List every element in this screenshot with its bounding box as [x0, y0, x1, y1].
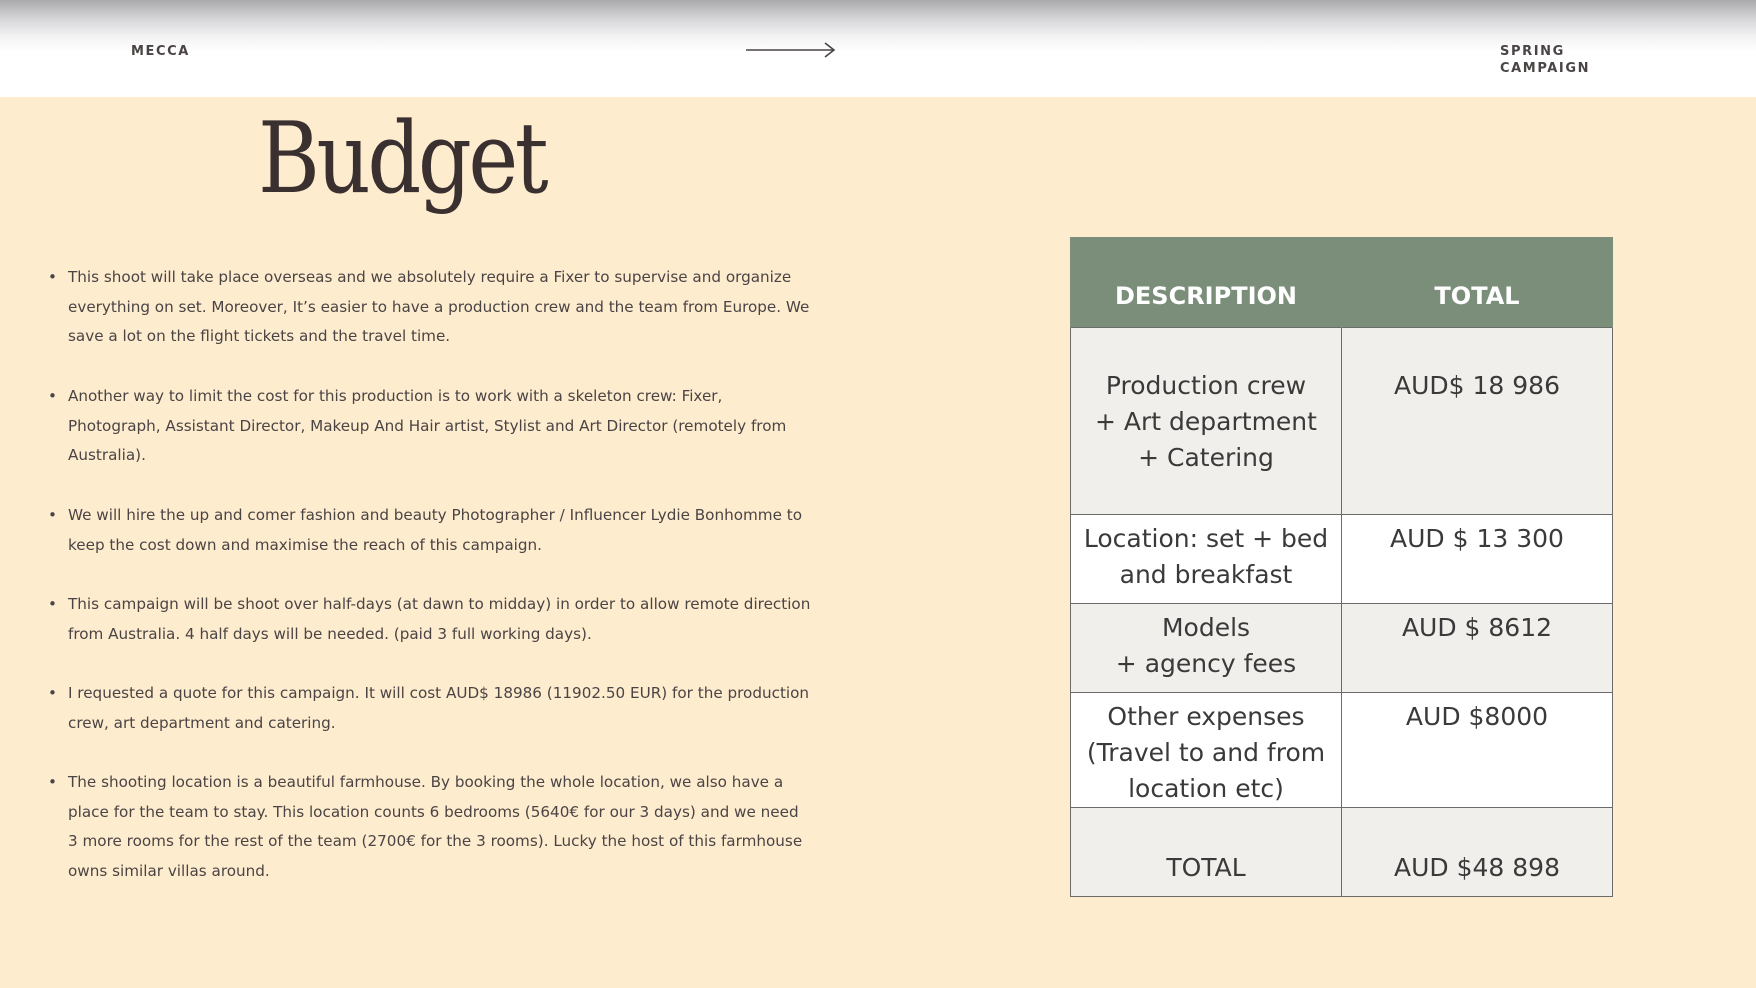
bullet-item	[48, 768, 848, 886]
description-line: + Art department	[1095, 407, 1317, 436]
description-line: Models	[1161, 613, 1251, 642]
grand-total-cell: AUD $48 898	[1342, 808, 1613, 897]
bullet-line: • This shoot will take place overseas and we absolutely require a Fixer to supervise and organize	[68, 268, 792, 286]
bullet-item	[48, 590, 848, 679]
total-cell: AUD $ 8612	[1342, 604, 1613, 693]
table-total-row	[1071, 808, 1613, 897]
bullet-line: • I requested a quote for this campaign. It will cost AUD$ 18986 (11902.50 EUR) for the production	[68, 684, 810, 702]
page-title: Budget	[258, 102, 546, 216]
table-row	[1071, 328, 1613, 515]
budget-table	[1070, 237, 1613, 897]
bullet-list	[48, 263, 848, 886]
bullet-line: • Another way to limit the cost for this production is to work with a skeleton crew: Fixer,	[68, 387, 723, 405]
bullet-item	[48, 382, 848, 501]
description-cell	[1071, 604, 1342, 693]
total-cell: AUD $ 13 300	[1342, 515, 1613, 604]
table-row	[1071, 604, 1613, 693]
campaign-line-1: SPRING	[1500, 44, 1565, 59]
total-cell: AUD$ 18 986	[1342, 328, 1613, 515]
description-cell	[1071, 328, 1342, 515]
slide-header	[0, 0, 1756, 97]
table-row	[1071, 515, 1613, 604]
bullet-item	[48, 501, 848, 590]
bullet-line: save a lot on the flight tickets and the travel time.	[68, 327, 451, 345]
bullet-line: 3 more rooms for the rest of the team (2700€ for the 3 rooms). Lucky the host of this farmhouse	[68, 832, 803, 850]
bullet-item	[48, 679, 848, 768]
campaign-label	[1500, 43, 1590, 77]
description-line: Location: set + bed	[1083, 524, 1329, 553]
description-cell	[1071, 515, 1342, 604]
bullet-line: everything on set. Moreover, It’s easier to have a production crew and the team from Europe. We	[68, 297, 810, 316]
campaign-line-2: CAMPAIGN	[1500, 61, 1591, 76]
bullet-line: crew, art department and catering.	[68, 713, 336, 732]
description-line: + agency fees	[1115, 649, 1297, 678]
bullet-item	[48, 263, 848, 382]
bullet-line: • This campaign will be shoot over half-days (at dawn to midday) in order to allow remote direction	[68, 595, 811, 613]
bullet-line: • We will hire the up and comer fashion and beauty Photographer / Influencer Lydie Bonhomme to	[68, 506, 802, 524]
brand-name: MECCA	[131, 44, 190, 59]
header-total: TOTAL	[1342, 238, 1613, 328]
total-label-cell: TOTAL	[1071, 808, 1342, 897]
arrow-right-icon	[745, 40, 837, 60]
description-line: Production crew	[1105, 371, 1307, 400]
table-header-row	[1071, 238, 1613, 328]
bullet-line: place for the team to stay. This location counts 6 bedrooms (5640€ for our 3 days) and we need	[68, 802, 799, 821]
bullet-line: Photograph, Assistant Director, Makeup And Hair artist, Stylist and Art Director (remotely from	[68, 416, 787, 435]
description-line: Other expenses	[1107, 702, 1305, 731]
description-line: and breakfast	[1119, 560, 1293, 589]
description-line: location etc)	[1128, 774, 1284, 803]
table-row	[1071, 693, 1613, 808]
bullet-line: from Australia. 4 half days will be needed. (paid 3 full working days).	[68, 624, 592, 643]
header-description: DESCRIPTION	[1071, 238, 1342, 328]
bullet-line: • The shooting location is a beautiful farmhouse. By booking the whole location, we also have a	[68, 773, 784, 791]
total-cell: AUD $8000	[1342, 693, 1613, 808]
description-cell	[1071, 693, 1342, 808]
description-line: (Travel to and from	[1086, 738, 1326, 767]
bullet-line: Australia).	[68, 446, 146, 464]
bullet-line: owns similar villas around.	[68, 861, 270, 880]
description-line: + Catering	[1138, 443, 1274, 472]
bullet-line: keep the cost down and maximise the reach of this campaign.	[68, 535, 542, 554]
